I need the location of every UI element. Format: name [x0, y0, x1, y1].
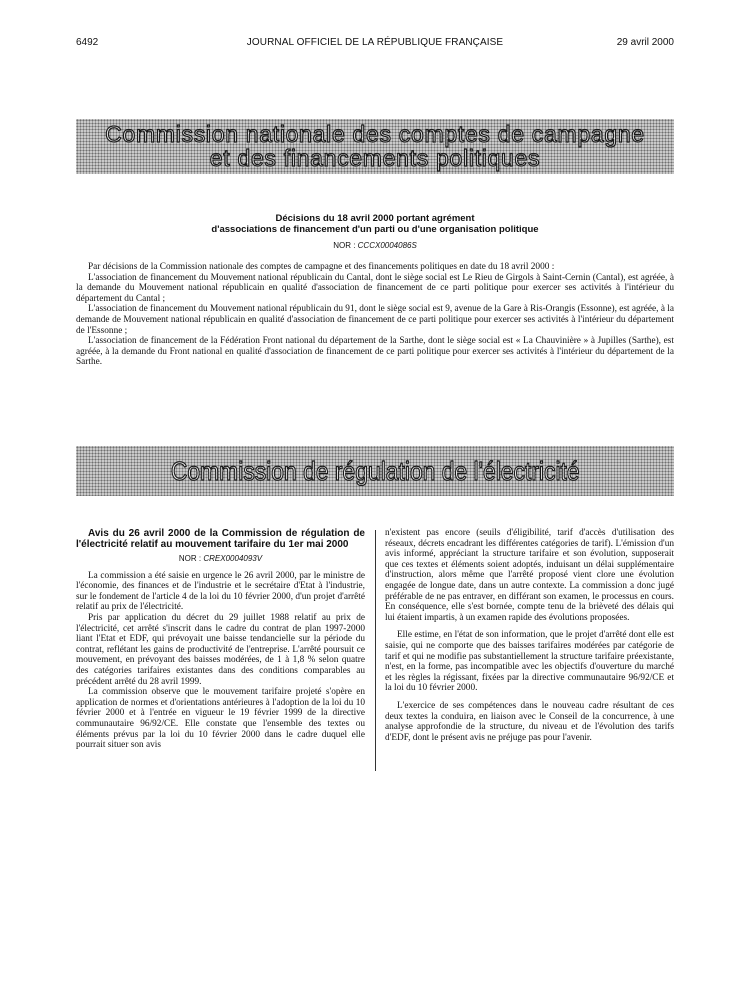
avis-paragraph: La commission a été saisie en urgence le 26 avril 2000, par le ministre de l'économie, des finances et de l'industrie et le secrétaire d'Etat à l'industrie, sur le fondement de l'article 4 de la loi du 10 février 2000, d'un projet d'arrêté relatif au prix de l'électricité. — [76, 570, 365, 613]
avis-paragraph: Pris par application du décret du 29 juillet 1988 relatif au prix de l'électricité, cet arrêté s'inscrit dans le cadre du contrat de plan 1997-2000 liant l'Etat et EDF, qui prévoyait une baisse tendancielle sur la période du contrat, reflétant les gains de productivité de l'entreprise. L'arrêté poursuit ce mouvement, en prévoyant des baisses modérées, de 1 à 1,8 % selon quatre des catégories tarifaires existantes dans des conditions comparables au précédent arrêté du 28 avril 1999. — [76, 612, 365, 687]
avis-title: Avis du 26 avril 2000 de la Commission de régulation de l'électricité relatif au mouvement tarifaire du 1er mai 2000 — [76, 528, 365, 550]
decision-paragraph: L'association de financement du Mouvement national républicain du Cantal, dont le siège social est Le Rieu de Girgols à Saint-Cernin (Cantal), est agréée, à la demande du Mouvement national républicain en qualité d'association de financement de ce parti politique pour exercer ses activités à l'intérieur du département du Cantal ; — [76, 272, 674, 304]
decision-title — [76, 213, 674, 235]
avis-paragraph: L'exercice de ses compétences dans le nouveau cadre résultant de ces deux textes la conduira, en liaison avec le Conseil de la concurrence, à une analyse approfondie de la structure, du niveau et de l'évolution des tarifs d'EDF, dont le présent avis ne préjuge pas pour l'avenir. — [385, 700, 674, 743]
decision-body — [76, 262, 674, 368]
section-banner-cnccfp — [76, 119, 674, 174]
page-header — [76, 37, 674, 51]
banner-line-1: Commission nationale des comptes de campagne — [105, 121, 645, 148]
nor-reference-1 — [76, 241, 674, 250]
banner-title: Commission de régulation de l'électricité — [170, 455, 580, 486]
decision-title-line-1: Décisions du 18 avril 2000 portant agrément — [275, 213, 475, 224]
nor-label: NOR : — [178, 554, 202, 563]
page-number: 6492 — [76, 37, 99, 48]
nor-label: NOR : — [333, 241, 356, 250]
avis-paragraph: La commission observe que le mouvement tarifaire projeté s'opère en application de normes et d'orientations antérieures à l'adoption de la loi du 10 février 2000 et à l'entrée en vigueur le 19 février 1999 de la directive communautaire 96/92/CE. Elle constate que l'ensemble des textes ou éléments prévus par la loi du 10 février 2000 dans le cadre duquel elle pourrait situer son avis — [76, 687, 365, 751]
avis-paragraph: Elle estime, en l'état de son information, que le projet d'arrêté dont elle est saisie, qui ne comporte que des baisses tarifaires modérées par catégorie de tarif et qui ne modifie pas substantiellement la structure tarifaire préexistante, n'est, en la forme, pas incompatible avec les objectifs d'ouverture du marché et les règles la régissant, fixées par la directive communautaire 96/92/CE et la loi du 10 février 2000. — [385, 630, 674, 694]
nor-reference-2 — [76, 554, 365, 565]
nor-code: CREX0004093V — [203, 554, 263, 563]
nor-code: CCCX0004086S — [357, 241, 417, 250]
banner-line-2: et des financements politiques — [209, 144, 541, 171]
avis-left-column — [76, 528, 365, 751]
journal-title: JOURNAL OFFICIEL DE LA RÉPUBLIQUE FRANÇAISE — [246, 37, 504, 48]
issue-date: 29 avril 2000 — [616, 37, 674, 48]
decision-title-line-2: d'associations de financement d'un parti ou d'une organisation politique — [211, 224, 539, 235]
avis-paragraph: n'existent pas encore (seuils d'éligibilité, tarif d'accès d'utilisation des réseaux, décrets encadrant les différentes catégories de tarif). L'émission d'un avis informé, appréciant la structure tarifaire et son évolution, supposerait que ces textes et éléments soient adoptés, induisant un délai supplémentaire d'instruction, alors même que l'arrêté proposé vient clore une évolution engagée de longue date, dans un autre contexte. La commission a donc jugé préférable de ne pas entraver, en différant son examen, le processus en cours. En conséquence, elle s'est bornée, compte tenu de la brièveté des délais qui lui étaient impartis, à un examen rapide des évolutions proposées. — [385, 528, 674, 623]
decision-paragraph: Par décisions de la Commission nationale des comptes de campagne et des financements politiques en date du 18 avril 2000 : — [88, 262, 555, 272]
decision-paragraph: L'association de financement de la Fédération Front national du département de la Sarthe, dont le siège social est « La Chauvinière » à Jupilles (Sarthe), est agréée, à la demande du Front national en qualité d'association de financement de ce parti politique pour exercer ses activités à l'intérieur du département de la Sarthe. — [76, 336, 674, 368]
avis-right-column — [385, 528, 674, 743]
section-banner-cre — [76, 446, 674, 496]
decision-paragraph: L'association de financement du Mouvement national républicain du 91, dont le siège social est 9, avenue de la Gare à Ris-Orangis (Essonne), est agréée, à la demande de Mouvement national républicain en qualité d'association de financement de ce parti politique pour exercer ses activités à l'intérieur du département de l'Essonne ; — [76, 304, 674, 336]
column-divider — [375, 530, 376, 771]
